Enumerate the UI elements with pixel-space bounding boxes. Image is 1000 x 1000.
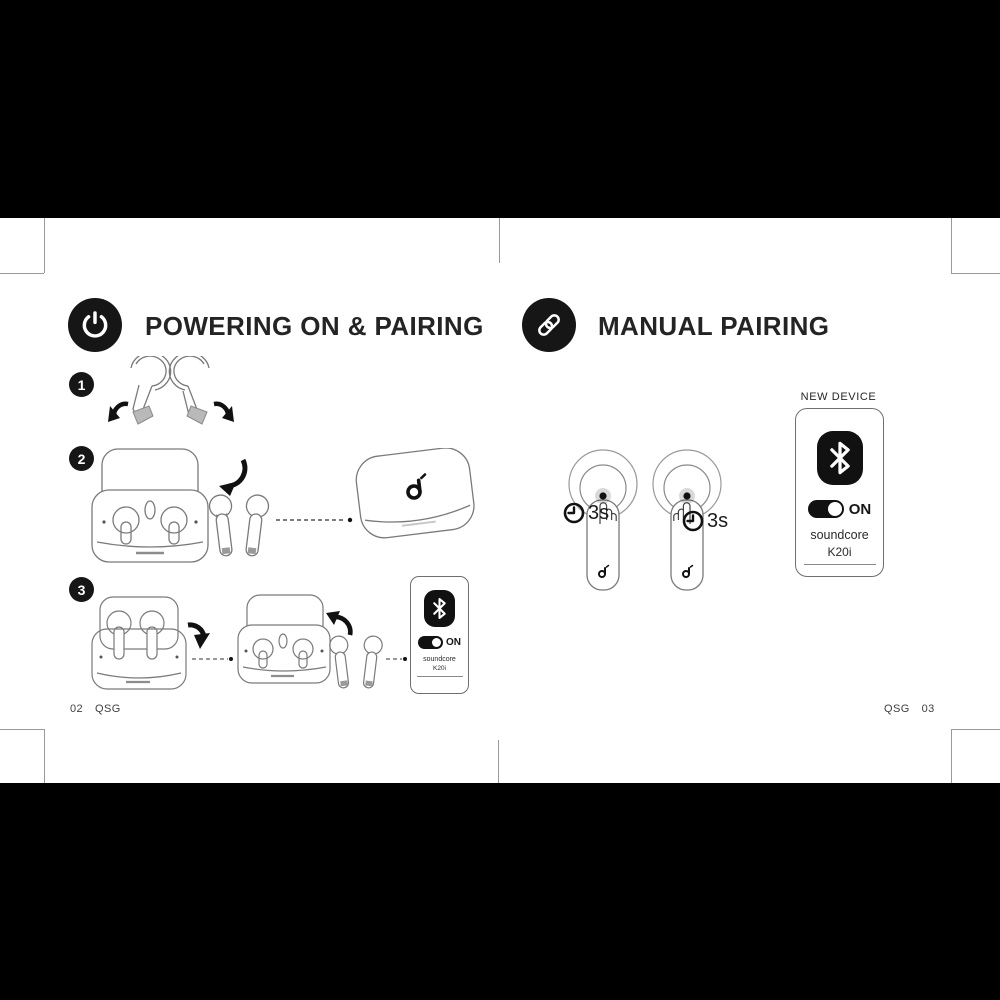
page-number: 02 — [70, 703, 84, 715]
dashed-arrow-2 — [386, 657, 407, 661]
clock-icon — [681, 509, 705, 533]
lift-arrow-2 — [326, 611, 350, 635]
protective-film-right — [187, 406, 207, 424]
new-device-label: NEW DEVICE — [800, 391, 877, 403]
earbud-left — [131, 356, 171, 413]
step2-take-out-earbuds-illustration — [88, 448, 478, 570]
toggle-on-switch — [418, 636, 443, 649]
dock-arrow — [188, 625, 210, 649]
toggle-on-switch — [808, 500, 844, 518]
crop-mark-top-right-h — [951, 273, 1000, 274]
page-number: 03 — [921, 703, 935, 715]
crop-mark-top-left-h — [0, 273, 44, 274]
pairing-phone-large — [795, 408, 884, 577]
doc-code: QSG — [95, 703, 121, 715]
earbuds-pair — [208, 494, 269, 557]
closed-charging-case — [354, 448, 477, 541]
doc-code: QSG — [884, 703, 910, 715]
dashed-arrow — [276, 518, 352, 522]
device-brand: soundcore — [810, 528, 869, 542]
hold-duration: 3s — [588, 501, 610, 524]
bluetooth-icon — [817, 431, 863, 485]
left-page-footer — [70, 703, 121, 715]
earbuds-pair-2 — [329, 635, 383, 689]
bluetooth-toggle-row — [808, 500, 872, 518]
toggle-knob — [432, 638, 441, 647]
crop-mark-top-left-v — [44, 218, 45, 273]
device-model: K20i — [827, 545, 852, 559]
crop-mark-bottom-left-v — [44, 729, 45, 783]
guide-spread — [0, 218, 1000, 783]
hold-timer-left — [562, 501, 609, 525]
rotate-arrow-left — [108, 404, 128, 422]
crop-mark-bottom-right-v — [951, 729, 952, 783]
step-2-badge: 2 — [69, 446, 94, 471]
earbud-right — [169, 356, 209, 416]
pairing-phone-small — [410, 576, 469, 694]
case-with-earbuds — [92, 597, 186, 689]
device-brand: soundcore — [423, 656, 456, 663]
toggle-knob — [828, 502, 842, 516]
crop-mark-bottom-left-h — [0, 729, 44, 730]
crop-mark-bottom-right-h — [951, 729, 1000, 730]
clock-icon — [562, 501, 586, 525]
step-1-badge: 1 — [69, 372, 94, 397]
list-divider — [804, 564, 876, 565]
step3-reset-pairing-illustration — [88, 573, 410, 701]
step1-remove-film-illustration — [106, 356, 236, 441]
rotate-arrow-right — [214, 404, 234, 422]
dashed-arrow-1 — [192, 657, 233, 661]
bluetooth-toggle-row — [418, 636, 461, 649]
power-icon-glyph — [79, 309, 111, 341]
bluetooth-glyph — [827, 440, 853, 476]
lift-arrow — [219, 460, 245, 496]
link-icon-glyph — [534, 310, 564, 340]
right-page-footer — [884, 703, 935, 715]
protective-film-left — [133, 406, 153, 424]
open-charging-case — [92, 449, 208, 562]
hold-duration: 3s — [707, 509, 729, 532]
bluetooth-glyph — [431, 597, 448, 620]
hold-timer-right — [681, 509, 728, 533]
left-page-title: POWERING ON & PAIRING — [145, 311, 484, 341]
right-page-title: MANUAL PAIRING — [598, 311, 830, 341]
toggle-on-label: ON — [848, 500, 872, 518]
page-divider-mark-bottom — [498, 740, 499, 783]
device-model: K20i — [432, 665, 446, 672]
toggle-on-label: ON — [446, 637, 461, 648]
step-3-badge: 3 — [69, 577, 94, 602]
list-divider — [417, 676, 463, 677]
crop-mark-top-right-v — [951, 218, 952, 273]
bluetooth-icon — [424, 590, 455, 627]
open-case-seated-earbuds — [238, 595, 330, 683]
page-divider-mark-top — [499, 218, 500, 263]
link-icon — [522, 298, 576, 352]
power-icon — [68, 298, 122, 352]
